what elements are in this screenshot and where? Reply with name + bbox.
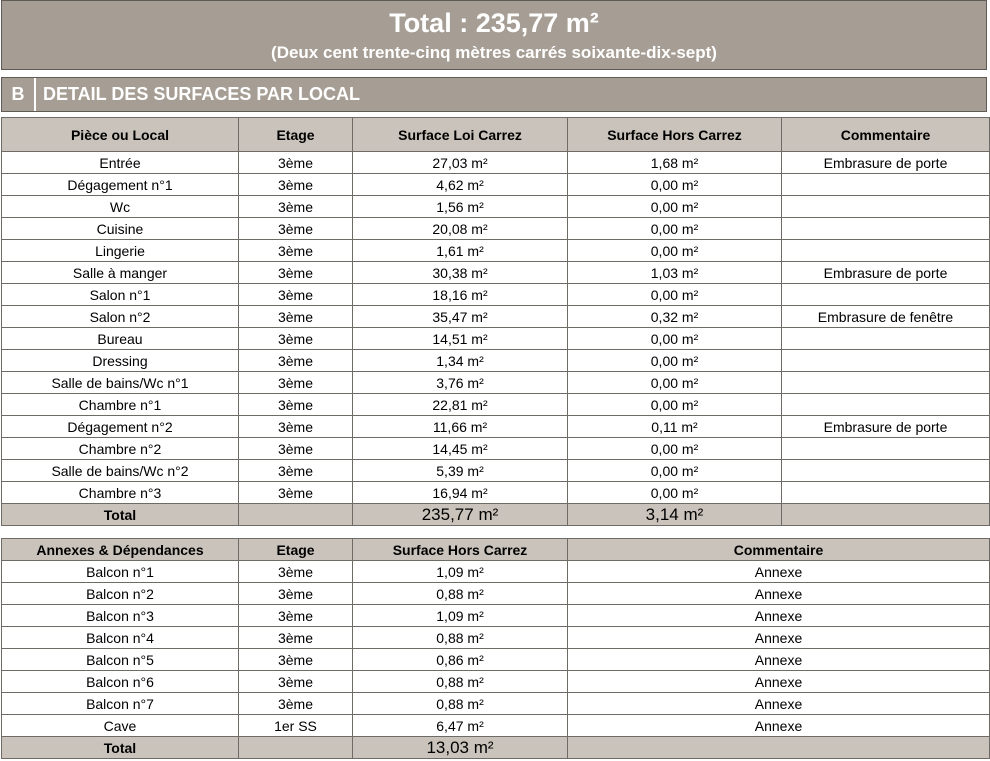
cell-comment: Annexe	[568, 649, 990, 671]
cell-floor: 3ème	[239, 174, 353, 196]
table-row	[2, 649, 990, 671]
cell-comment	[782, 438, 990, 460]
cell-floor: 3ème	[239, 394, 353, 416]
total-hors-carrez: 13,03 m²	[353, 737, 568, 759]
cell-room: Lingerie	[2, 240, 239, 262]
cell-comment	[782, 218, 990, 240]
total-carrez: 235,77 m²	[353, 504, 568, 526]
cell-carrez: 1,61 m²	[353, 240, 568, 262]
annexes-surface-table	[1, 538, 990, 759]
section-title: DETAIL DES SURFACES PAR LOCAL	[43, 84, 361, 104]
total-comment-empty	[782, 504, 990, 526]
cell-comment: Embrasure de porte	[782, 262, 990, 284]
cell-carrez: 14,45 m²	[353, 438, 568, 460]
cell-room: Salon n°1	[2, 284, 239, 306]
cell-carrez: 18,16 m²	[353, 284, 568, 306]
cell-carrez: 22,81 m²	[353, 394, 568, 416]
cell-hors-carrez: 0,00 m²	[568, 240, 782, 262]
cell-comment	[782, 174, 990, 196]
table-row	[2, 196, 990, 218]
table-row	[2, 482, 990, 504]
col-header-floor: Etage	[239, 118, 353, 152]
cell-room: Salon n°2	[2, 306, 239, 328]
rooms-header-row	[2, 118, 990, 152]
cell-room: Dressing	[2, 350, 239, 372]
total-banner	[1, 0, 987, 70]
table-row	[2, 460, 990, 482]
table-row	[2, 372, 990, 394]
cell-floor: 3ème	[239, 482, 353, 504]
cell-annex: Balcon n°4	[2, 627, 239, 649]
cell-floor: 3ème	[239, 671, 353, 693]
cell-floor: 3ème	[239, 605, 353, 627]
section-letter: B	[2, 78, 36, 111]
table-row	[2, 174, 990, 196]
total-label: Total	[2, 737, 239, 759]
annexes-total-row	[2, 737, 990, 759]
cell-room: Entrée	[2, 152, 239, 174]
cell-comment: Annexe	[568, 627, 990, 649]
total-surface-words: (Deux cent trente-cinq mètres carrés soixante-dix-sept)	[271, 43, 717, 62]
cell-floor: 3ème	[239, 240, 353, 262]
cell-floor: 3ème	[239, 328, 353, 350]
cell-hors-carrez: 0,00 m²	[568, 438, 782, 460]
cell-floor: 3ème	[239, 416, 353, 438]
section-header	[1, 77, 987, 112]
cell-floor: 3ème	[239, 627, 353, 649]
table-row	[2, 438, 990, 460]
cell-hors-carrez: 0,00 m²	[568, 328, 782, 350]
cell-hors-carrez: 0,86 m²	[353, 649, 568, 671]
total-surface-title: Total : 235,77 m²	[389, 8, 599, 38]
cell-carrez: 5,39 m²	[353, 460, 568, 482]
annexes-header-row	[2, 539, 990, 561]
cell-room: Chambre n°3	[2, 482, 239, 504]
cell-carrez: 30,38 m²	[353, 262, 568, 284]
cell-floor: 3ème	[239, 284, 353, 306]
rooms-surface-table	[1, 117, 990, 526]
cell-comment: Embrasure de porte	[782, 152, 990, 174]
cell-comment	[782, 284, 990, 306]
cell-carrez: 11,66 m²	[353, 416, 568, 438]
cell-floor: 3ème	[239, 218, 353, 240]
cell-comment: Embrasure de porte	[782, 416, 990, 438]
cell-carrez: 16,94 m²	[353, 482, 568, 504]
cell-floor: 3ème	[239, 196, 353, 218]
cell-room: Wc	[2, 196, 239, 218]
cell-room: Bureau	[2, 328, 239, 350]
cell-annex: Balcon n°1	[2, 561, 239, 583]
col-header-annex: Annexes & Dépendances	[2, 539, 239, 561]
table-row	[2, 561, 990, 583]
cell-annex: Balcon n°7	[2, 693, 239, 715]
table-row	[2, 218, 990, 240]
cell-comment: Annexe	[568, 583, 990, 605]
col-header-room: Pièce ou Local	[2, 118, 239, 152]
cell-comment	[782, 196, 990, 218]
cell-comment: Annexe	[568, 693, 990, 715]
cell-carrez: 14,51 m²	[353, 328, 568, 350]
table-row	[2, 306, 990, 328]
table-row	[2, 284, 990, 306]
cell-floor: 3ème	[239, 561, 353, 583]
col-header-comment: Commentaire	[782, 118, 990, 152]
table-row	[2, 152, 990, 174]
cell-comment: Annexe	[568, 605, 990, 627]
cell-hors-carrez: 0,32 m²	[568, 306, 782, 328]
cell-room: Cuisine	[2, 218, 239, 240]
cell-room: Dégagement n°2	[2, 416, 239, 438]
table-row	[2, 394, 990, 416]
col-header-floor: Etage	[239, 539, 353, 561]
cell-comment	[782, 328, 990, 350]
cell-hors-carrez: 0,00 m²	[568, 482, 782, 504]
cell-room: Dégagement n°1	[2, 174, 239, 196]
cell-hors-carrez: 0,11 m²	[568, 416, 782, 438]
cell-floor: 3ème	[239, 306, 353, 328]
total-comment-empty	[568, 737, 990, 759]
cell-comment	[782, 240, 990, 262]
col-header-carrez: Surface Loi Carrez	[353, 118, 568, 152]
cell-room: Salle de bains/Wc n°1	[2, 372, 239, 394]
cell-floor: 3ème	[239, 583, 353, 605]
cell-room: Chambre n°1	[2, 394, 239, 416]
total-floor-empty	[239, 504, 353, 526]
cell-floor: 3ème	[239, 350, 353, 372]
table-row	[2, 240, 990, 262]
table-row	[2, 416, 990, 438]
cell-carrez: 3,76 m²	[353, 372, 568, 394]
cell-room: Salle de bains/Wc n°2	[2, 460, 239, 482]
table-row	[2, 583, 990, 605]
cell-floor: 1er SS	[239, 715, 353, 737]
col-header-comment: Commentaire	[568, 539, 990, 561]
cell-hors-carrez: 0,00 m²	[568, 350, 782, 372]
cell-room: Salle à manger	[2, 262, 239, 284]
table-row	[2, 350, 990, 372]
table-row	[2, 627, 990, 649]
table-row	[2, 605, 990, 627]
cell-floor: 3ème	[239, 649, 353, 671]
col-header-hors-carrez: Surface Hors Carrez	[353, 539, 568, 561]
cell-room: Chambre n°2	[2, 438, 239, 460]
cell-hors-carrez: 1,68 m²	[568, 152, 782, 174]
table-row	[2, 693, 990, 715]
cell-comment	[782, 350, 990, 372]
rooms-total-row	[2, 504, 990, 526]
cell-hors-carrez: 0,00 m²	[568, 372, 782, 394]
total-floor-empty	[239, 737, 353, 759]
cell-hors-carrez: 0,00 m²	[568, 196, 782, 218]
cell-hors-carrez: 0,00 m²	[568, 174, 782, 196]
cell-floor: 3ème	[239, 262, 353, 284]
cell-hors-carrez: 1,09 m²	[353, 561, 568, 583]
cell-hors-carrez: 1,03 m²	[568, 262, 782, 284]
cell-carrez: 1,34 m²	[353, 350, 568, 372]
cell-carrez: 4,62 m²	[353, 174, 568, 196]
cell-annex: Balcon n°3	[2, 605, 239, 627]
cell-annex: Balcon n°5	[2, 649, 239, 671]
cell-carrez: 35,47 m²	[353, 306, 568, 328]
cell-annex: Balcon n°2	[2, 583, 239, 605]
cell-comment	[782, 394, 990, 416]
cell-carrez: 27,03 m²	[353, 152, 568, 174]
cell-carrez: 20,08 m²	[353, 218, 568, 240]
cell-floor: 3ème	[239, 152, 353, 174]
cell-comment: Annexe	[568, 561, 990, 583]
table-row	[2, 671, 990, 693]
cell-comment	[782, 482, 990, 504]
col-header-hors-carrez: Surface Hors Carrez	[568, 118, 782, 152]
cell-floor: 3ème	[239, 372, 353, 394]
cell-hors-carrez: 0,00 m²	[568, 284, 782, 306]
cell-hors-carrez: 0,00 m²	[568, 394, 782, 416]
cell-comment: Embrasure de fenêtre	[782, 306, 990, 328]
total-label: Total	[2, 504, 239, 526]
cell-comment	[782, 460, 990, 482]
cell-floor: 3ème	[239, 460, 353, 482]
cell-floor: 3ème	[239, 438, 353, 460]
cell-annex: Cave	[2, 715, 239, 737]
cell-floor: 3ème	[239, 693, 353, 715]
cell-comment	[782, 372, 990, 394]
table-row	[2, 715, 990, 737]
cell-hors-carrez: 0,00 m²	[568, 218, 782, 240]
cell-comment: Annexe	[568, 671, 990, 693]
cell-comment: Annexe	[568, 715, 990, 737]
cell-carrez: 1,56 m²	[353, 196, 568, 218]
cell-hors-carrez: 0,88 m²	[353, 671, 568, 693]
cell-hors-carrez: 6,47 m²	[353, 715, 568, 737]
cell-hors-carrez: 0,88 m²	[353, 627, 568, 649]
table-row	[2, 328, 990, 350]
cell-hors-carrez: 0,00 m²	[568, 460, 782, 482]
cell-hors-carrez: 1,09 m²	[353, 605, 568, 627]
cell-hors-carrez: 0,88 m²	[353, 583, 568, 605]
cell-annex: Balcon n°6	[2, 671, 239, 693]
total-hors-carrez: 3,14 m²	[568, 504, 782, 526]
table-row	[2, 262, 990, 284]
cell-hors-carrez: 0,88 m²	[353, 693, 568, 715]
